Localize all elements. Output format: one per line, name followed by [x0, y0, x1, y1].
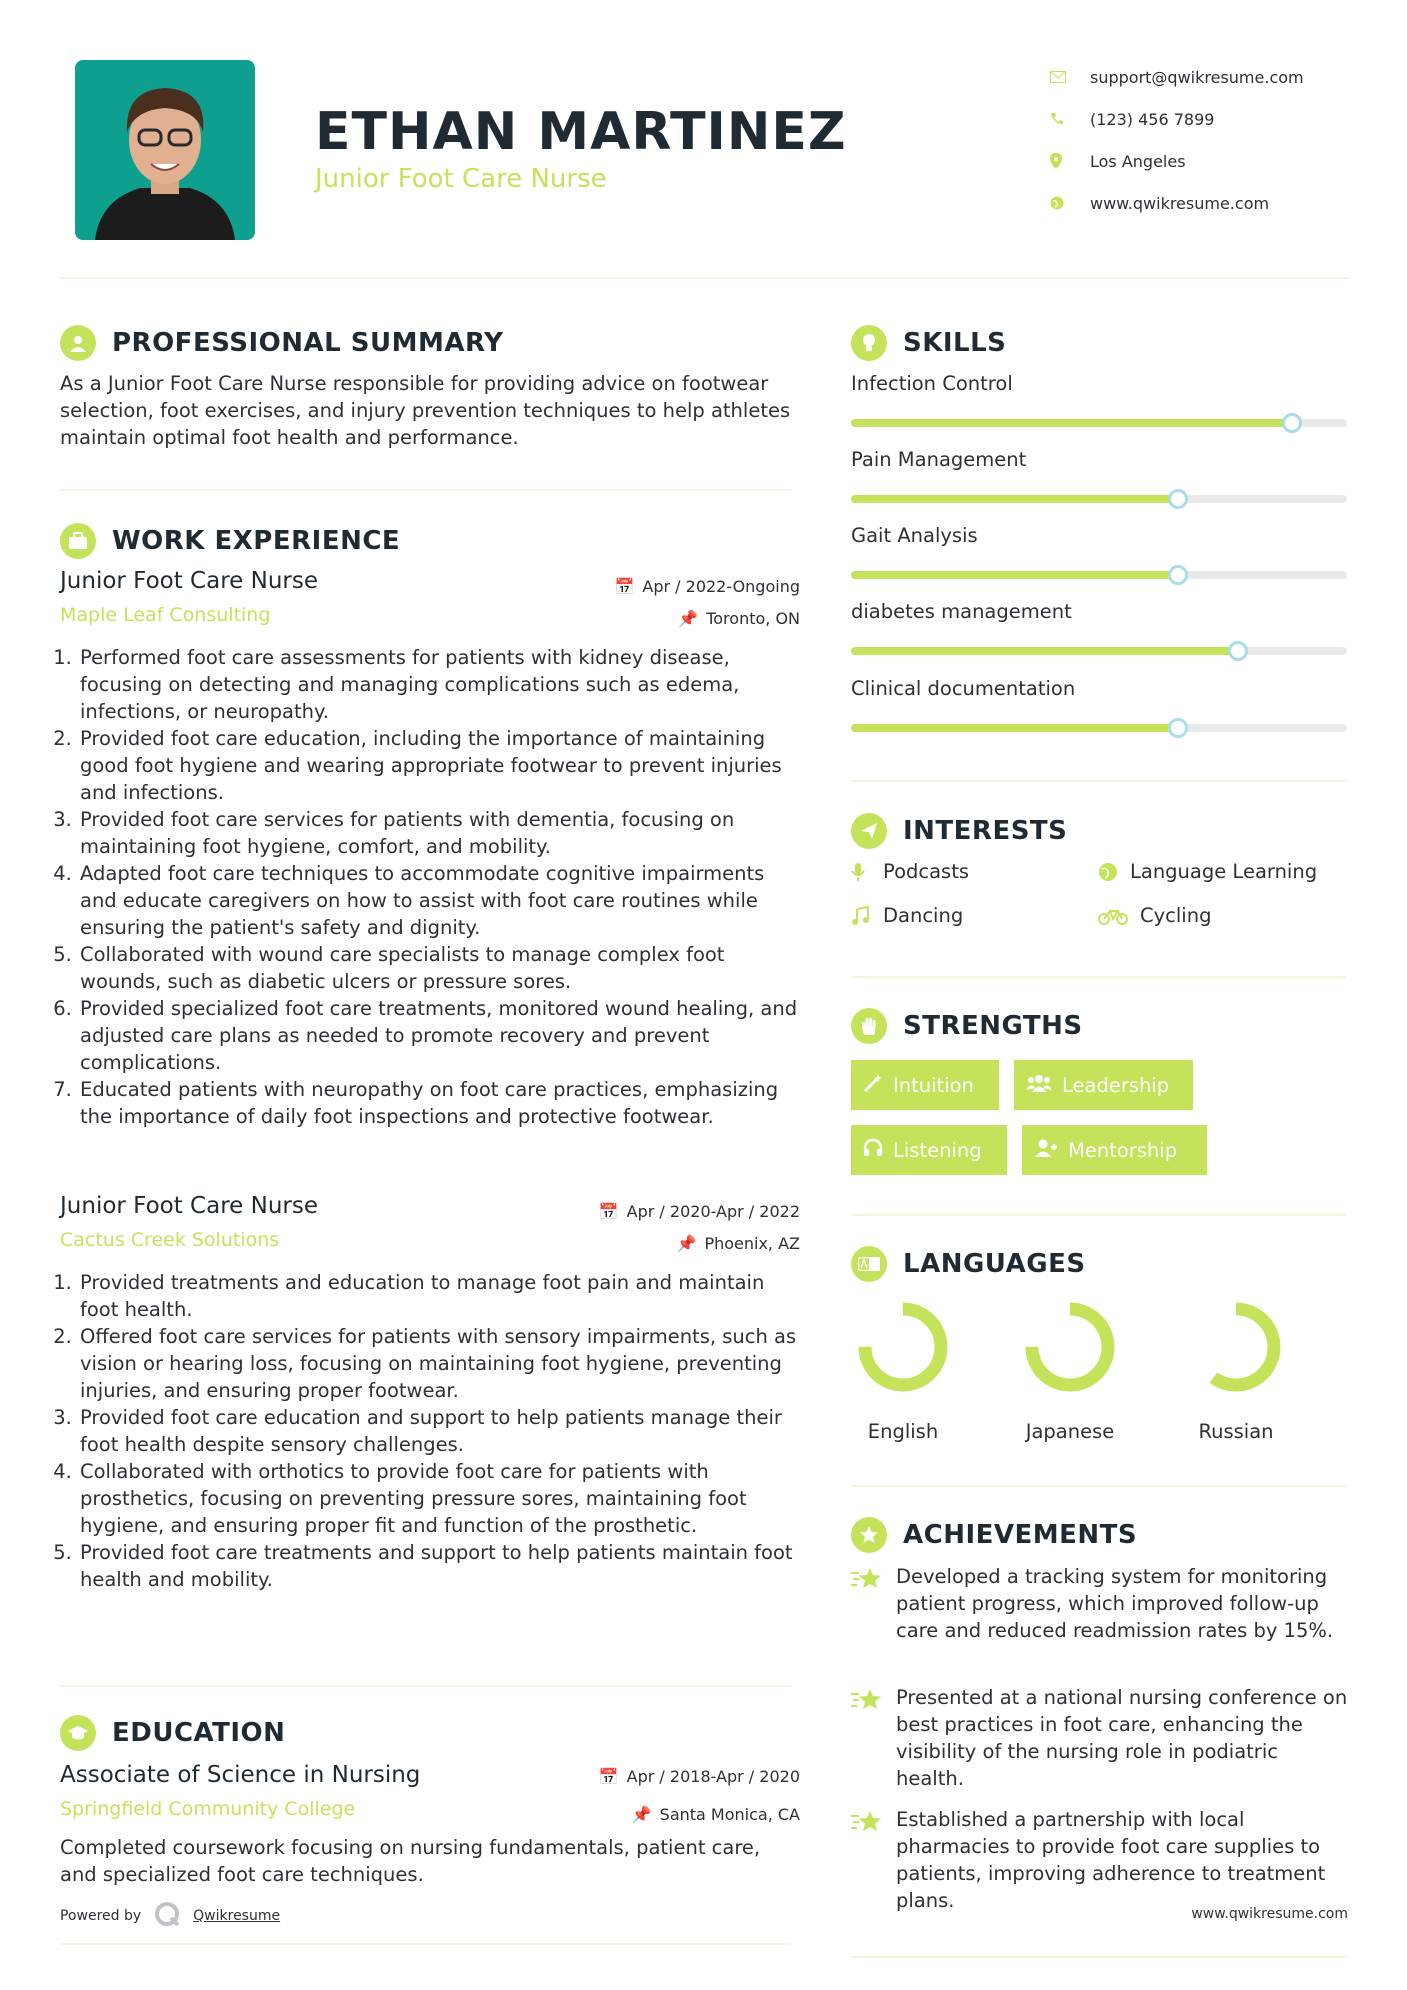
candidate-title: Junior Foot Care Nurse — [315, 164, 607, 194]
education-heading: EDUCATION — [60, 1715, 285, 1751]
summary-text: As a Junior Foot Care Nurse responsible for providing advice on footwear selection, foot exercises, and injury prevention techniques to help athletes maintain optimal foot health and performance. — [60, 372, 791, 449]
education-description: Completed coursework focusing on nursing fundamentals, patient care, and specialized foot care techniques. — [60, 1836, 761, 1886]
achievement-item: Developed a tracking system for monitoring patient progress, which improved follow-up care and reduced readmission rates by 15%. — [851, 1563, 1351, 1644]
education-divider — [60, 1943, 791, 1945]
star-icon — [851, 1563, 896, 1644]
languages-heading: LANGUAGES — [851, 1246, 1086, 1282]
skills-heading: SKILLS — [851, 325, 1006, 361]
skills-divider — [851, 780, 1347, 782]
language-item: English — [838, 1300, 968, 1443]
language-gauge — [856, 1300, 950, 1394]
qwikresume-link[interactable]: Qwikresume — [193, 1908, 281, 1924]
skill-bar — [851, 495, 1347, 503]
graduation-cap-icon — [60, 1715, 96, 1751]
job-location: Toronto, ON — [706, 608, 800, 628]
contact-phone[interactable]: (123) 456 7899 — [1050, 98, 1370, 140]
skill-bar — [851, 724, 1347, 732]
globe-icon — [1050, 196, 1090, 210]
job-entry — [60, 1193, 800, 1593]
interest-item: Language Learning — [1098, 860, 1317, 883]
job-title: Junior Foot Care Nurse — [60, 1193, 318, 1219]
education-meta — [599, 1760, 800, 1830]
interest-item: Cycling — [1098, 904, 1211, 927]
pushpin-icon: 📌 — [631, 1804, 652, 1824]
lightbulb-icon — [851, 325, 887, 361]
star-icon — [851, 1806, 896, 1914]
skill-slider-handle[interactable] — [1282, 413, 1302, 433]
skill-item: Infection Control — [851, 372, 1347, 395]
contact-email[interactable]: support@qwikresume.com — [1050, 56, 1370, 98]
calendar-icon: 📅 — [614, 576, 635, 596]
pushpin-icon: 📌 — [676, 1233, 697, 1253]
pushpin-icon: 📌 — [678, 608, 699, 628]
headphones-icon — [863, 1138, 883, 1163]
job-title: Junior Foot Care Nurse — [60, 568, 318, 594]
skill-slider-handle[interactable] — [1228, 641, 1248, 661]
interests-heading: INTERESTS — [851, 813, 1067, 849]
skill-slider-handle[interactable] — [1168, 565, 1188, 585]
job-dates: Apr / 2022-Ongoing — [642, 576, 800, 596]
job-location: Phoenix, AZ — [704, 1233, 800, 1253]
calendar-icon: 📅 — [598, 1201, 619, 1221]
job-entry — [60, 568, 800, 1130]
contact-website[interactable]: www.qwikresume.com — [1050, 182, 1370, 224]
interest-item: Podcasts — [851, 860, 969, 883]
map-pin-icon — [1050, 153, 1090, 169]
list-item: 5. Provided foot care treatments and support to help patients maintain foot health and mobility. — [78, 1539, 800, 1593]
list-item: 6. Provided specialized foot care treatments, monitored wound healing, and adjusted care plans as needed to promote recovery and prevent complications. — [78, 995, 800, 1076]
envelope-icon — [1050, 71, 1090, 83]
work-heading: WORK EXPERIENCE — [60, 523, 400, 559]
skill-bar — [851, 647, 1347, 655]
paper-plane-icon — [851, 813, 887, 849]
contact-location: Los Angeles — [1050, 140, 1370, 182]
magic-wand-icon — [863, 1073, 883, 1098]
language-icon — [851, 1246, 887, 1282]
achievements-heading: ACHIEVEMENTS — [851, 1517, 1137, 1553]
candidate-name: ETHAN MARTINEZ — [315, 102, 847, 162]
interest-item: Dancing — [851, 904, 963, 927]
strength-chip: Listening — [851, 1125, 1007, 1175]
star-badge-icon — [851, 1517, 887, 1553]
strengths-divider — [851, 1214, 1347, 1216]
job-meta — [614, 570, 800, 634]
list-item: 3. Provided foot care services for patients with dementia, focusing on maintaining foot hygiene, comfort, and mobility. — [78, 806, 800, 860]
job-dates: Apr / 2020-Apr / 2022 — [626, 1201, 800, 1221]
qwikresume-logo-icon — [153, 1900, 181, 1932]
education-location: Santa Monica, CA — [659, 1804, 800, 1824]
list-item: 5. Collaborated with wound care specialists to manage complex foot wounds, such as diabetic ulcers or pressure sores. — [78, 941, 800, 995]
skill-item: Clinical documentation — [851, 677, 1347, 700]
list-item: 1. Performed foot care assessments for patients with kidney disease, focusing on detecting and managing complications such as edema, infections, or neuropathy. — [78, 644, 800, 725]
language-gauge — [1189, 1300, 1283, 1394]
microphone-icon — [851, 862, 883, 882]
interests-divider — [851, 976, 1347, 978]
achievements-divider — [851, 1956, 1347, 1958]
skill-bar — [851, 571, 1347, 579]
job-meta — [599, 1195, 800, 1259]
list-item: 4. Adapted foot care techniques to accommodate cognitive impairments and educate caregivers on how to assist with foot care routines while ensuring the patient's safety and dignity. — [78, 860, 800, 941]
user-plus-icon — [1034, 1138, 1058, 1163]
list-item: 1. Provided treatments and education to manage foot pain and maintain foot health. — [78, 1269, 800, 1323]
star-icon — [851, 1684, 896, 1792]
language-item: Russian — [1171, 1300, 1301, 1443]
list-item: 7. Educated patients with neuropathy on foot care practices, emphasizing the importance of daily foot inspections and protective footwear. — [78, 1076, 800, 1130]
profile-photo — [75, 60, 255, 240]
skill-slider-handle[interactable] — [1168, 718, 1188, 738]
skill-item: Gait Analysis — [851, 524, 1347, 547]
achievement-item: Established a partnership with local pharmacies to provide foot care supplies to patients, improving adherence to treatment plans. — [851, 1806, 1351, 1914]
list-item: 2. Offered foot care services for patients with sensory impairments, such as vision or hearing loss, focusing on maintaining foot hygiene, preventing injuries, and ensuring proper footwear. — [78, 1323, 800, 1404]
skill-slider-handle[interactable] — [1168, 489, 1188, 509]
list-item: 2. Provided foot care education, including the importance of maintaining good foot hygiene and wearing appropriate footwear to prevent injuries and infections. — [78, 725, 800, 806]
bicycle-icon — [1098, 907, 1140, 925]
strength-chip: Leadership — [1014, 1060, 1193, 1110]
user-icon — [60, 325, 96, 361]
languages-divider — [851, 1485, 1347, 1487]
header-divider — [60, 277, 1350, 279]
job-bullets — [60, 1269, 800, 1593]
language-gauge — [1023, 1300, 1117, 1394]
skill-item: diabetes management — [851, 600, 1347, 623]
summary-heading: PROFESSIONAL SUMMARY — [60, 325, 503, 361]
skill-bar — [851, 419, 1347, 427]
music-icon — [851, 906, 883, 926]
strengths-heading: STRENGTHS — [851, 1008, 1083, 1044]
footer-website-link[interactable]: www.qwikresume.com — [1191, 1906, 1348, 1922]
list-item: 3. Provided foot care education and support to help patients manage their foot health despite sensory challenges. — [78, 1404, 800, 1458]
job-bullets — [60, 644, 800, 1130]
school-name: Springfield Community College — [60, 1798, 356, 1820]
summary-divider — [60, 489, 791, 491]
globe-icon — [1098, 862, 1130, 882]
hand-icon — [851, 1008, 887, 1044]
degree-title: Associate of Science in Nursing — [60, 1762, 421, 1788]
contact-list — [1050, 56, 1370, 224]
phone-icon — [1050, 112, 1090, 126]
language-item: Japanese — [1005, 1300, 1135, 1443]
skill-item: Pain Management — [851, 448, 1347, 471]
education-dates: Apr / 2018-Apr / 2020 — [626, 1766, 800, 1786]
education-entry — [60, 1762, 800, 1888]
users-icon — [1026, 1073, 1052, 1098]
job-company: Maple Leaf Consulting — [60, 604, 271, 626]
job-company: Cactus Creek Solutions — [60, 1229, 280, 1251]
list-item: 4. Collaborated with orthotics to provide foot care for patients with prosthetics, focusing on preventing pressure sores, maintaining foot hygiene, and ensuring proper fit and function of the prosthetic. — [78, 1458, 800, 1539]
achievement-item: Presented at a national nursing conference on best practices in foot care, enhancing the visibility of the nursing role in podiatric health. — [851, 1684, 1351, 1792]
strength-chip: Intuition — [851, 1060, 999, 1110]
strength-chip: Mentorship — [1022, 1125, 1207, 1175]
work-divider — [60, 1685, 791, 1687]
powered-by: Powered by Qwikresume — [60, 1900, 280, 1932]
calendar-icon: 📅 — [598, 1766, 619, 1786]
briefcase-icon — [60, 523, 96, 559]
